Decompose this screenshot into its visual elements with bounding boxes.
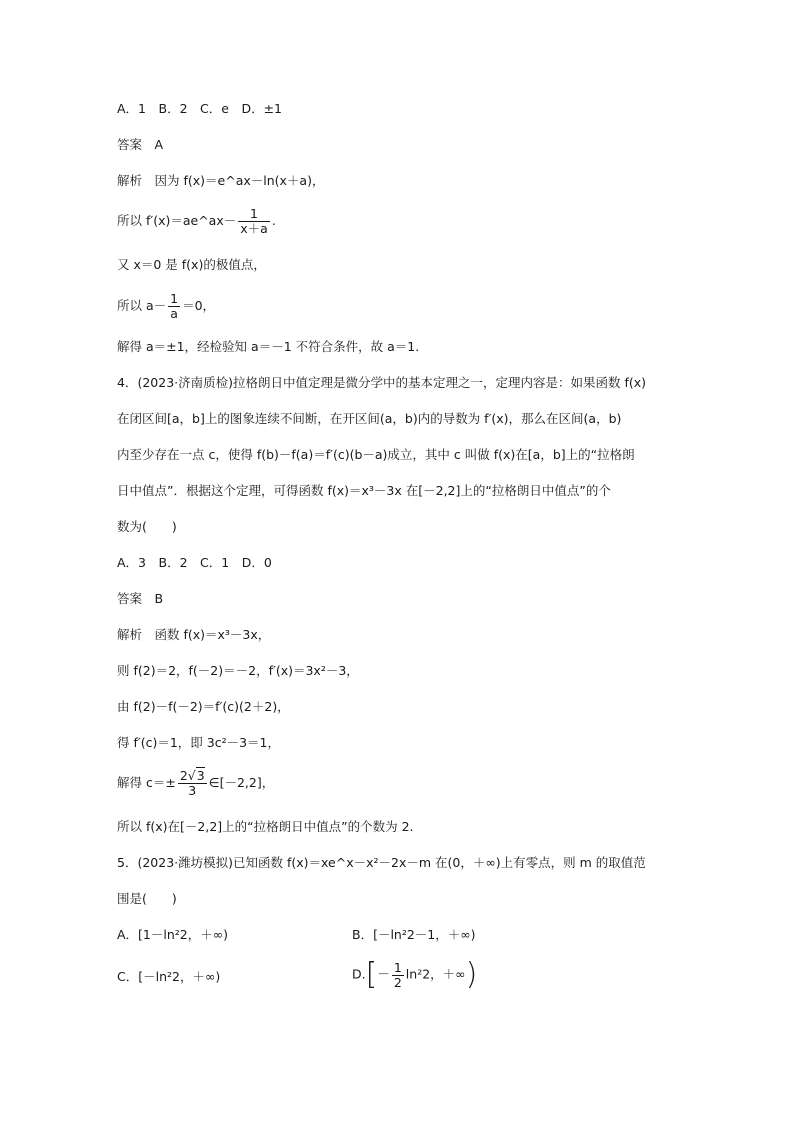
q3-sol4-numerator: 1 bbox=[170, 291, 179, 306]
q4-stem-line4: 日中值点”．根据这个定理，可得函数 f(x)＝x³－3x 在[－2,2]上的“拉格朗日中值点”的个 bbox=[117, 483, 611, 498]
q5-optD-suffix: ln²2，＋∞ bbox=[405, 966, 466, 982]
q3-sol4-prefix: 所以 a－ bbox=[117, 298, 167, 313]
q3-sol2-denominator: x＋a bbox=[240, 221, 268, 236]
q4-solution-line4: 得 f′(c)＝1，即 3c²－3＝1， bbox=[117, 735, 281, 750]
q5-option-a: A．[1－ln²2，＋∞) bbox=[117, 927, 229, 942]
left-bracket-icon: [ bbox=[365, 957, 378, 992]
q3-sol4-fraction bbox=[168, 292, 180, 321]
q3-solution-line5: 解得 a＝±1，经检验知 a＝－1 不符合条件，故 a＝1. bbox=[117, 339, 420, 354]
q3-solution-line1: 解析 因为 f(x)＝e^ax－ln(x＋a)， bbox=[117, 173, 325, 188]
q4-solution-line6: 所以 f(x)在[－2,2]上的“拉格朗日中值点”的个数为 2. bbox=[117, 819, 414, 834]
q4-answer: 答案 B bbox=[117, 591, 164, 606]
q4-sol5-fraction bbox=[178, 769, 207, 798]
q3-solution-line4 bbox=[117, 292, 215, 321]
q4-solution-line1: 解析 函数 f(x)＝x³－3x， bbox=[117, 627, 271, 642]
q4-sol5-prefix: 解得 c＝± bbox=[117, 775, 176, 790]
q5-option-d bbox=[352, 957, 478, 992]
q5-optD-denominator: 2 bbox=[393, 974, 402, 990]
q5-option-b: B．[－ln²2－1，＋∞) bbox=[352, 927, 476, 942]
q3-solution-line3: 又 x＝0 是 f(x)的极值点， bbox=[117, 257, 266, 272]
q4-options: A．3 B．2 C．1 D．0 bbox=[117, 555, 272, 570]
q3-sol2-suffix: . bbox=[271, 213, 276, 228]
q4-stem-line2: 在闭区间[a，b]上的图象连续不间断，在开区间(a，b)内的导数为 f′(x)，那么在区间(a，b) bbox=[117, 411, 622, 426]
q5-stem-line2: 围是( ) bbox=[117, 891, 177, 906]
q4-sol5-numerator bbox=[178, 769, 207, 783]
sqrt-icon: √ bbox=[187, 768, 196, 783]
q4-sol5-num-coef: 2 bbox=[179, 768, 188, 783]
q3-sol4-denominator: a bbox=[168, 306, 180, 321]
q3-sol2-prefix: 所以 f′(x)＝ae^ax－ bbox=[117, 213, 237, 228]
q4-stem-line5: 数为( ) bbox=[117, 519, 177, 534]
q3-sol2-fraction bbox=[238, 207, 270, 236]
q4-solution-line5 bbox=[117, 769, 274, 798]
q3-solution-line2 bbox=[117, 207, 276, 236]
q4-sol5-denominator: 3 bbox=[178, 783, 207, 798]
q4-solution-line2: 则 f(2)＝2，f(－2)＝－2，f′(x)＝3x²－3， bbox=[117, 663, 359, 678]
q5-optD-numerator: 1 bbox=[393, 959, 402, 975]
q3-sol2-numerator: 1 bbox=[250, 206, 258, 221]
q5-optD-label: D. bbox=[352, 966, 366, 982]
q5-optD-prefix: － bbox=[377, 966, 390, 982]
q3-sol4-suffix: ＝0， bbox=[182, 298, 216, 313]
right-paren-icon: ) bbox=[465, 957, 478, 992]
q5-stem-line1: 5．(2023·潍坊模拟)已知函数 f(x)＝xe^x－x²－2x－m 在(0，＋∞)上有零点，则 m 的取值范 bbox=[117, 855, 646, 870]
q3-answer: 答案 A bbox=[117, 137, 164, 152]
q3-options: A．1 B．2 C．e D．±1 bbox=[117, 101, 283, 116]
q4-sol5-suffix: ∈[－2,2]， bbox=[208, 775, 275, 790]
q5-optD-fraction bbox=[392, 961, 404, 990]
q5-option-c: C．[－ln²2，＋∞) bbox=[117, 969, 221, 984]
q4-stem-line1: 4．(2023·济南质检)拉格朗日中值定理是微分学中的基本定理之一，定理内容是：如果函数 f(x) bbox=[117, 375, 647, 390]
q4-sol5-num-radicand: 3 bbox=[196, 768, 205, 783]
q4-solution-line3: 由 f(2)－f(－2)＝f′(c)(2＋2)， bbox=[117, 699, 290, 714]
q4-stem-line3: 内至少存在一点 c，使得 f(b)－f(a)＝f′(c)(b－a)成立，其中 c 叫做 f(x)在[a，b]上的“拉格朗 bbox=[117, 447, 635, 462]
